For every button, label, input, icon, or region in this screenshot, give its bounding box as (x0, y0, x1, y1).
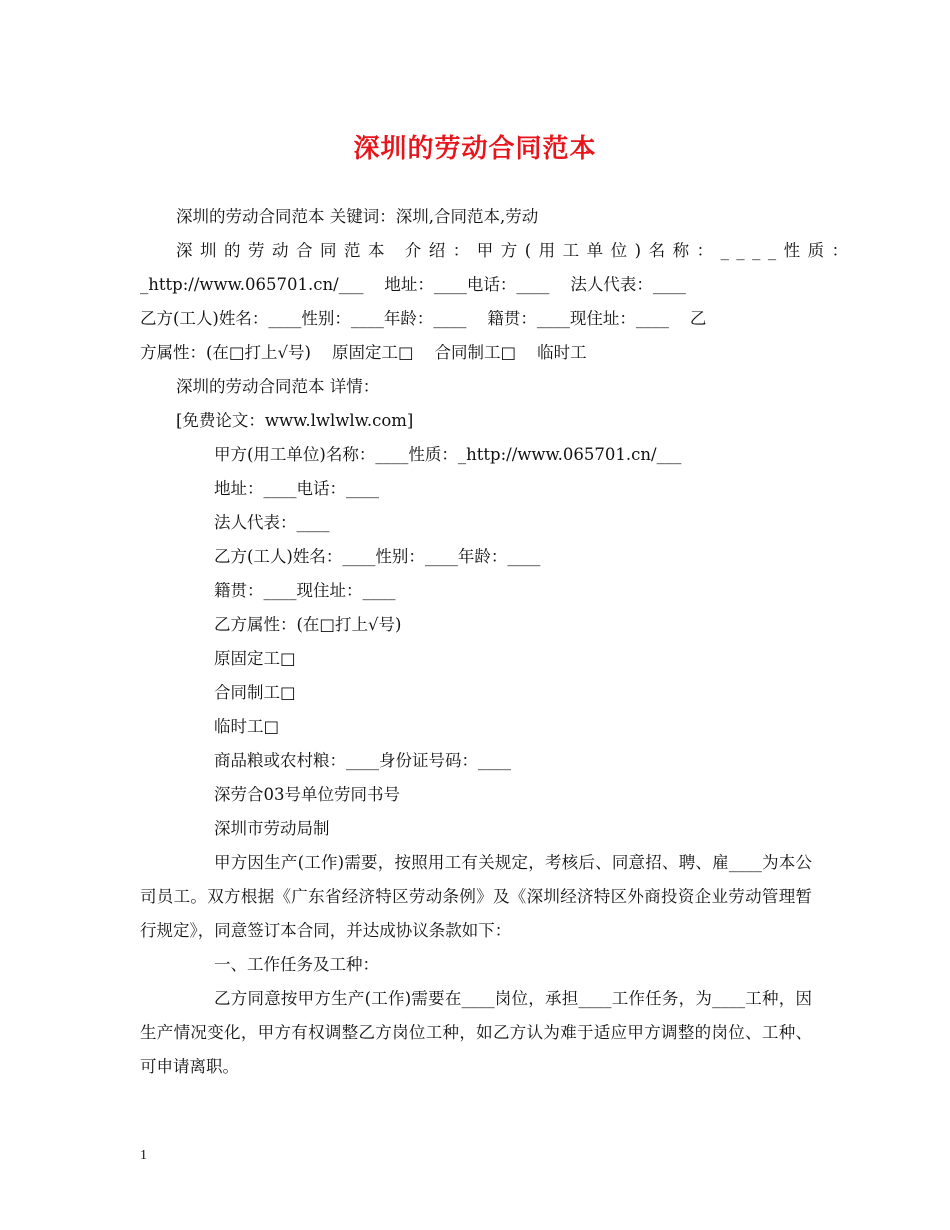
intro-paragraph: 甲方因生产(工作)需要，按照用工有关规定，考核后、同意招、聘、雇____为本公司员工。双方根据《广东省经济特区劳动条例》及《深圳经济特区外商投资企业劳动管理暂行规定》，同意签订本合同，并达成协议条款如下： (140, 853, 812, 940)
field-worker: 乙方(工人)姓名：____性别：____年龄：____ (214, 547, 541, 566)
field-address: 地址：____电话：____ (214, 479, 379, 498)
doc-number: 深劳合03号单位劳同书号 (214, 785, 400, 804)
keywords-line: 深圳的劳动合同范本 关键词：深圳,合同范本,劳动 (176, 207, 539, 226)
field-grain-id: 商品粮或农村粮：____身份证号码：____ (214, 751, 511, 770)
field-legal-rep: 法人代表：____ (214, 513, 330, 532)
free-paper-link[interactable]: [免费论文：www.lwlwlw.com] (176, 411, 414, 430)
document-title: 深圳的劳动合同范本 (353, 134, 597, 164)
field-employer: 甲方(用工单位)名称：____性质：_http://www.065701.cn/___ (214, 445, 682, 464)
option-fixed-worker: 原固定工□ (214, 649, 296, 668)
intro-line: 乙方(工人)姓名：____性别：____年龄：____ 籍贯：____现住址：____ 乙 (140, 309, 707, 328)
field-native: 籍贯：____现住址：____ (214, 581, 396, 600)
intro-line: 深圳的劳动合同范本 介绍：甲方(用工单位)名称：____性质： (176, 241, 856, 260)
section-title: 一、工作任务及工种： (214, 955, 379, 974)
field-attr: 乙方属性：(在□打上√号) (214, 615, 402, 634)
document-body (140, 200, 856, 1084)
doc-issuer: 深圳市劳动局制 (214, 819, 330, 838)
page-number: 1 (140, 1148, 147, 1163)
option-contract-worker: 合同制工□ (214, 683, 296, 702)
intro-line: 方属性：(在□打上√号) 原固定工□ 合同制工□ 临时工 (140, 343, 587, 362)
option-temp-worker: 临时工□ (214, 717, 280, 736)
detail-line: 深圳的劳动合同范本 详情： (176, 377, 380, 396)
intro-line: _http://www.065701.cn/___ 地址：____电话：____ 法人代表：____ (140, 275, 686, 294)
section-paragraph: 乙方同意按甲方生产(工作)需要在____岗位，承担____工作任务，为____工种，因生产情况变化，甲方有权调整乙方岗位工种，如乙方认为难于适应甲方调整的岗位、工种、可申请离职。 (140, 989, 812, 1076)
